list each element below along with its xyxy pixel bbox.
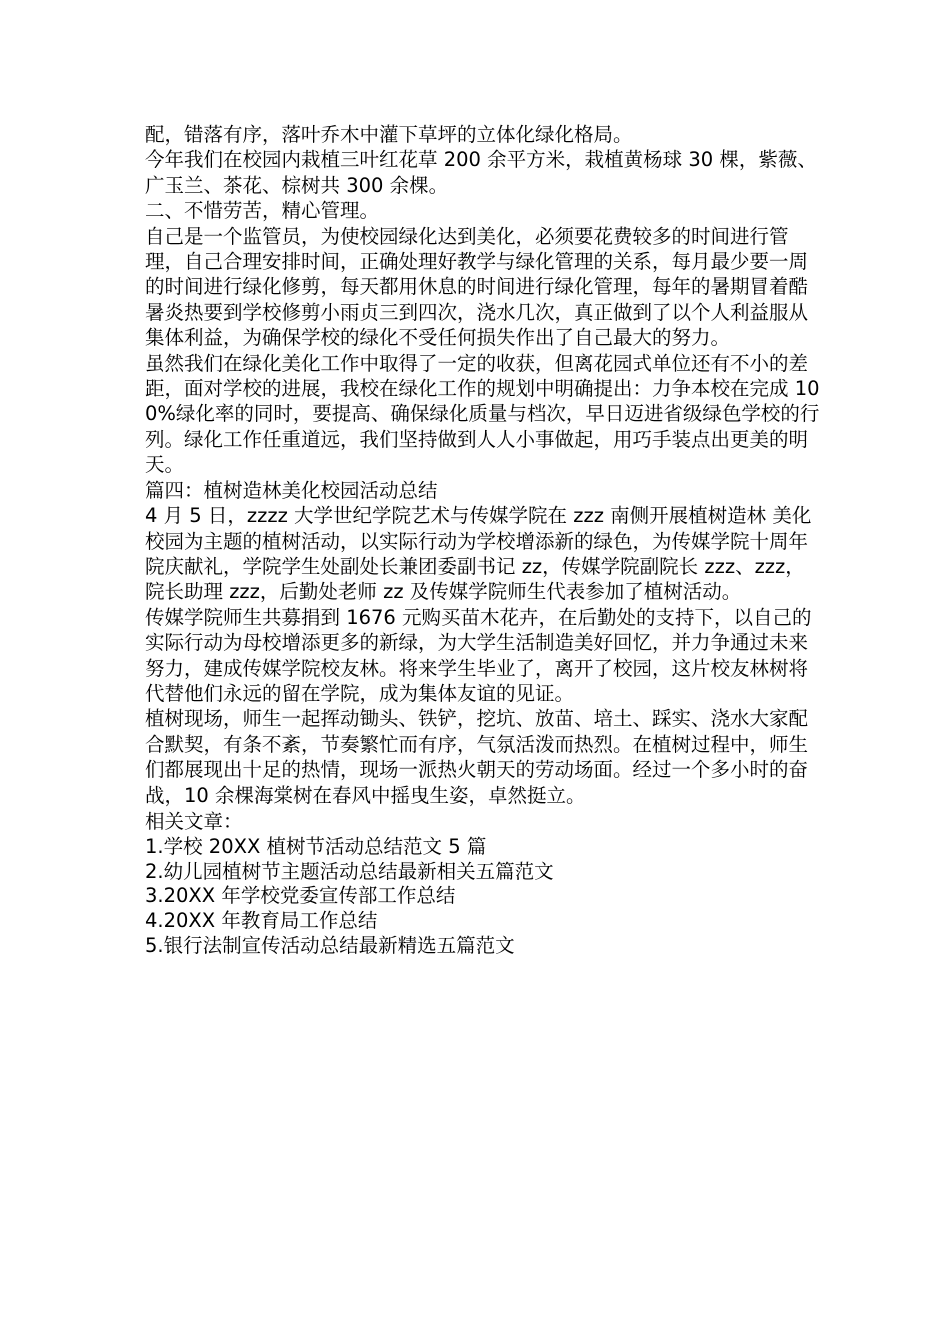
related-heading: 相关文章： [145, 809, 243, 833]
related-link-4[interactable]: 4.20XX 年教育局工作总结 [145, 909, 378, 933]
paragraph-intro: 配，错落有序，落叶乔木中灌下草坪的立体化绿化格局。 [145, 123, 633, 146]
related-articles [145, 810, 820, 959]
paragraph-donation: 传媒学院师生共募捐到 1676 元购买苗木花卉，在后勤处的支持下，以自己的实际行动为母校增添更多的新绿，为大学生活制造美好回忆，并力争通过未来努力，建成传媒学院校友林。将来学生毕业了，离开了校园，这片校友林树将代替他们永远的留在学院，成为集体友谊的见证。 [145, 605, 812, 705]
related-link-3[interactable]: 3.20XX 年学校党委宣传部工作总结 [145, 884, 456, 908]
paragraph-management: 自己是一个监管员，为使校园绿化达到美化，必须要花费较多的时间进行管理，自己合理安排时间，正确处理好教学与绿化管理的关系，每月最少要一周的时间进行绿化修剪，每天都用休息的时间进行绿化管理，每年的暑期冒着酷暑炎热要到学校修剪小雨贞三到四次，浇水几次，真正做到了以个人利益服从集体利益，为确保学校的绿化不受任何损失作出了自己最大的努力。 [145, 224, 809, 350]
paragraph-event: 4 月 5 日，zzzz 大学世纪学院艺术与传媒学院在 zzz 南侧开展植树造林 美化校园为主题的植树活动，以实际行动为学校增添新的绿色，为传媒学院十周年院庆献礼，学院学生处副处长兼团委副书记 zz，传媒学院副院长 zzz、zzz，院长助理 zzz，后勤处老师 zz 及传媒学院师生代表参加了植树活动。 [145, 504, 812, 604]
document-page [145, 122, 820, 959]
related-link-1[interactable]: 1.学校 20XX 植树节活动总结范文 5 篇 [145, 834, 487, 858]
section-heading-four: 篇四：植树造林美化校园活动总结 [145, 478, 438, 502]
paragraph-scene: 植树现场，师生一起挥动锄头、铁铲，挖坑、放苗、培土、踩实、浇水大家配合默契，有条不紊，节奏繁忙而有序，气氛活泼而热烈。在植树过程中，师生们都展现出十足的热情，现场一派热火朝天的劳动场面。经过一个多小时的奋战，10 余棵海棠树在春风中摇曳生姿，卓然挺立。 [145, 707, 809, 807]
related-link-2[interactable]: 2.幼儿园植树节主题活动总结最新相关五篇范文 [145, 859, 554, 883]
section-heading-two: 二、不惜劳苦，精心管理。 [145, 199, 380, 223]
related-link-5[interactable]: 5.银行法制宣传活动总结最新精选五篇范文 [145, 933, 515, 957]
paragraph-planting: 今年我们在校园内栽植三叶红花草 200 余平方米，栽植黄杨球 30 棵，紫薇、广玉兰、茶花、棕树共 300 余棵。 [145, 148, 817, 197]
paragraph-goals: 虽然我们在绿化美化工作中取得了一定的收获，但离花园式单位还有不小的差距，面对学校的进展，我校在绿化工作的规划中明确提出：力争本校在完成 100%绿化率的同时，要提高、确保绿化质量与档次，早日迈进省级绿色学校的行列。绿化工作任重道远，我们坚持做到人人小事做起，用巧手装点出更美的明天。 [145, 351, 820, 477]
